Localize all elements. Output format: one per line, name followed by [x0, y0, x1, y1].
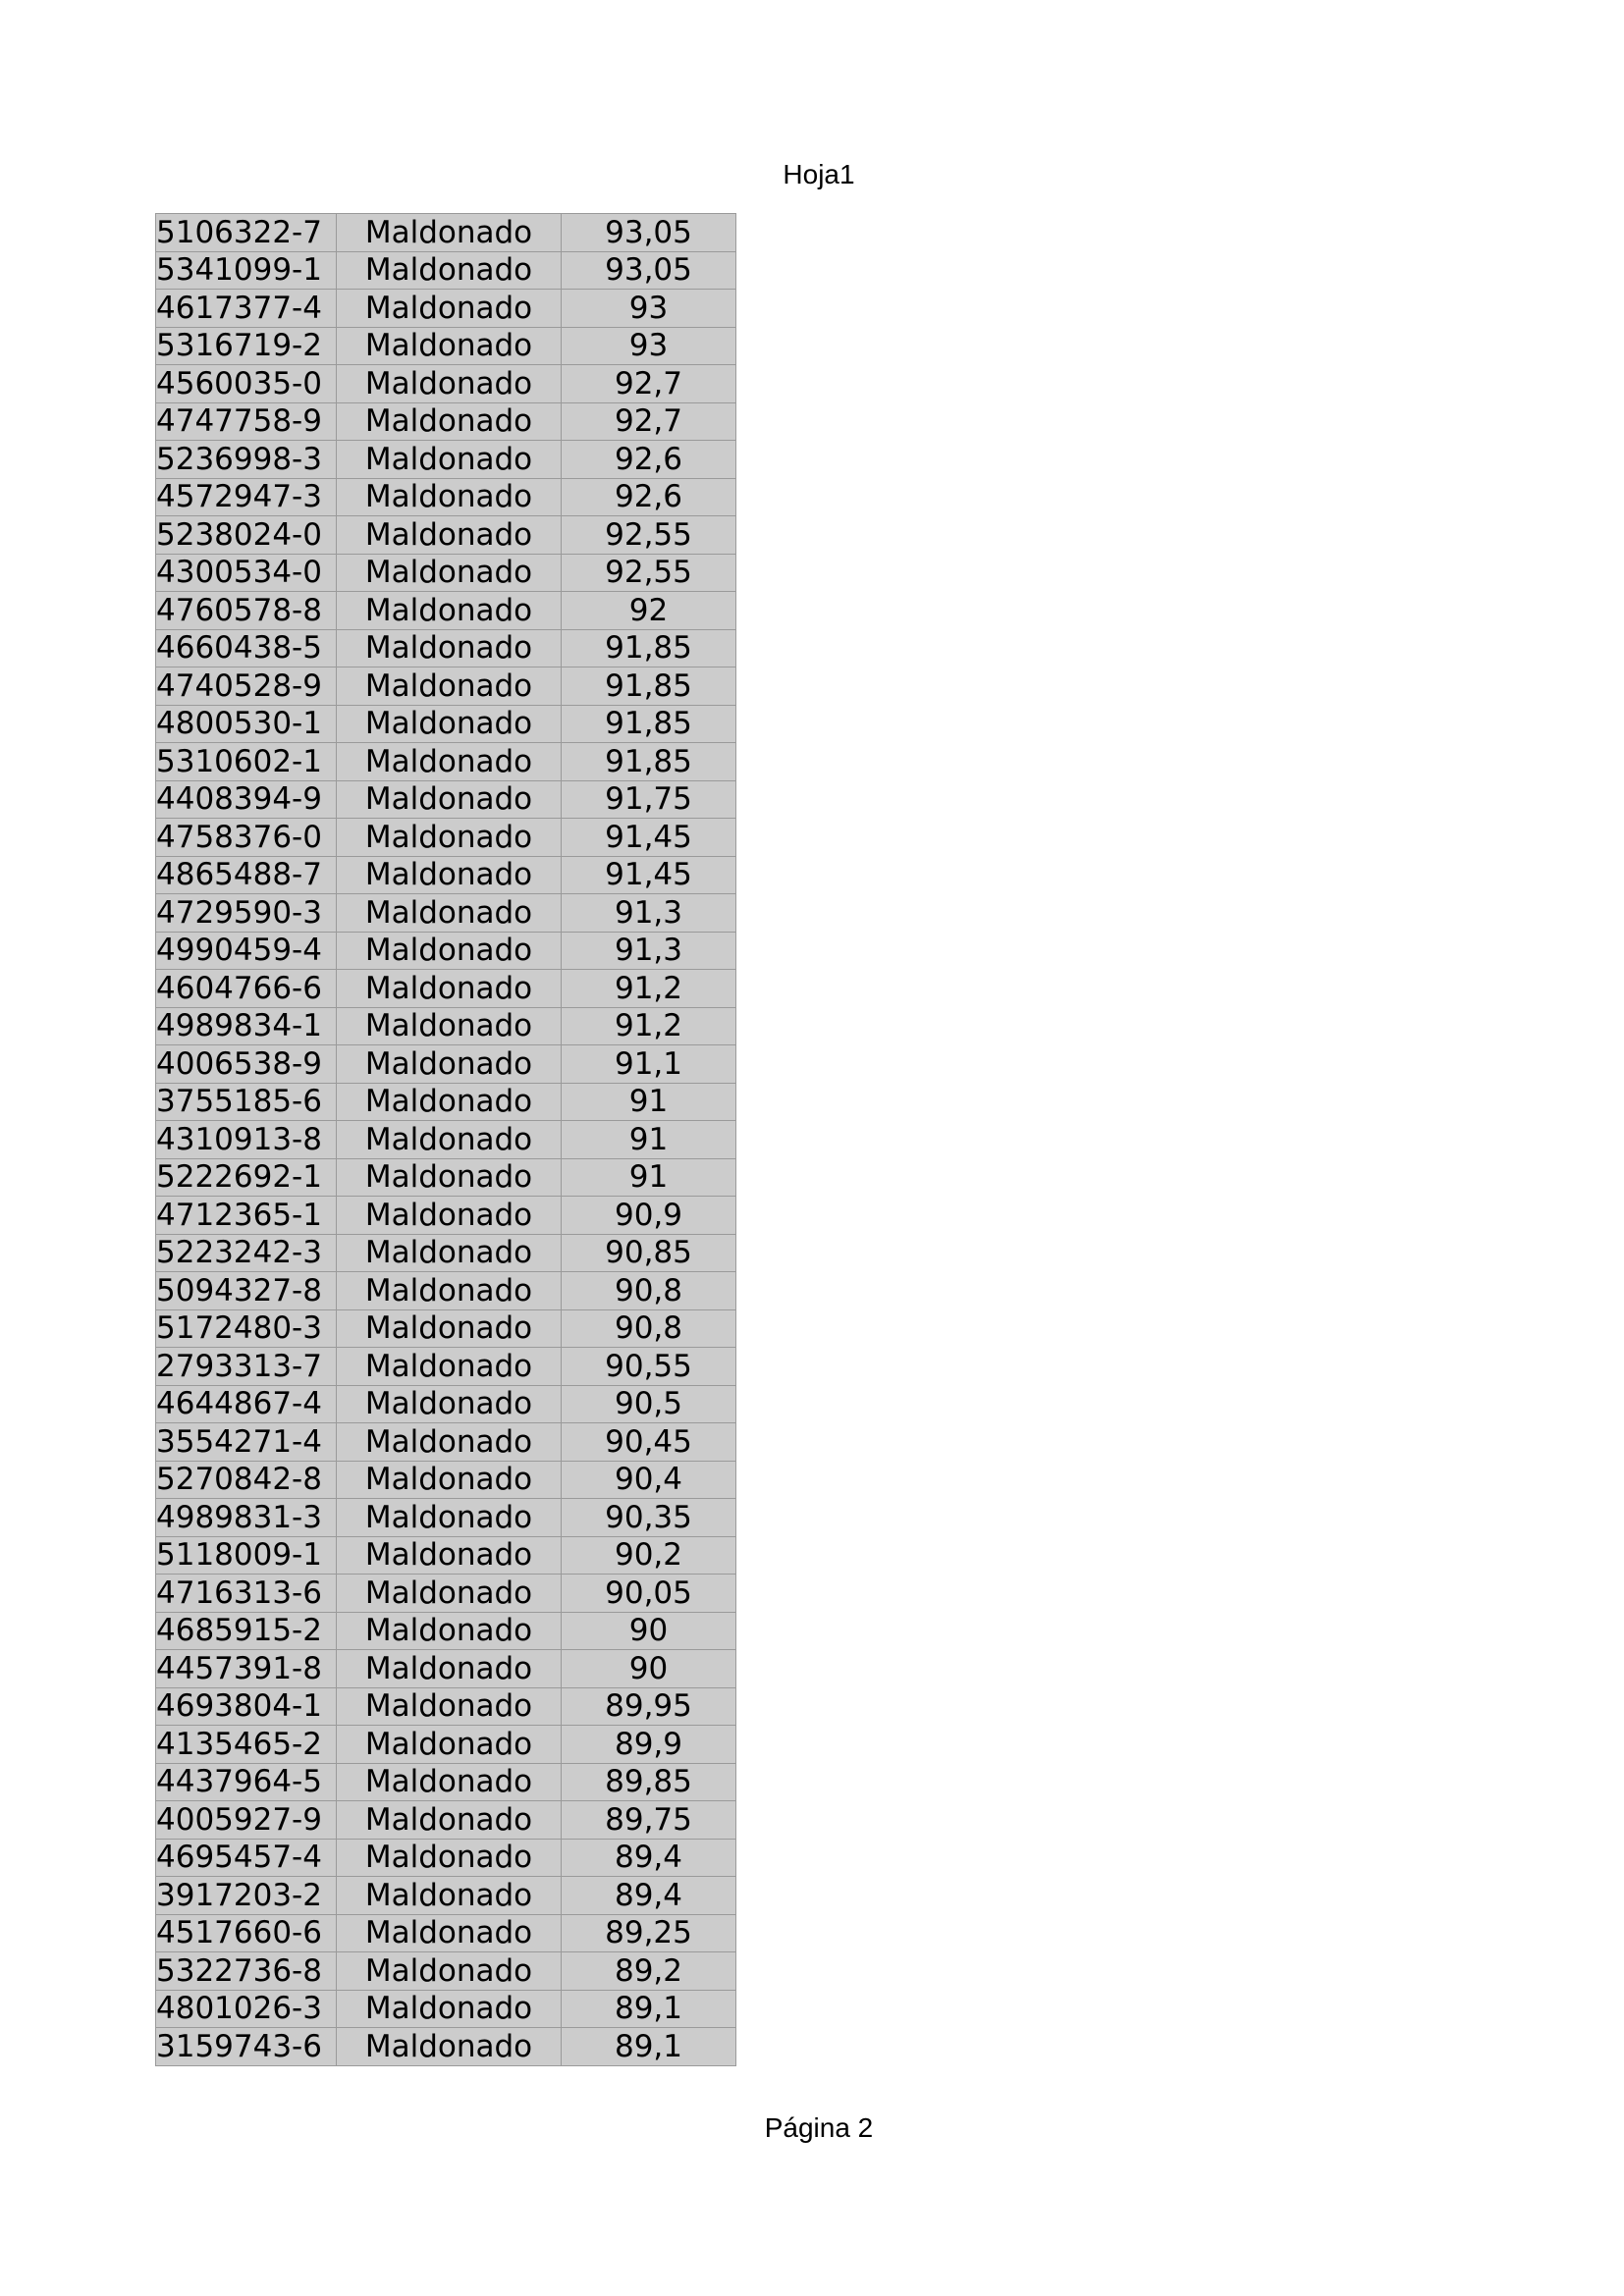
- cell-id: 4760578-8: [156, 592, 337, 630]
- cell-department: Maldonado: [337, 932, 562, 970]
- cell-department: Maldonado: [337, 667, 562, 706]
- cell-score: 92,7: [562, 365, 736, 403]
- cell-department: Maldonado: [337, 1158, 562, 1197]
- cell-id: 3755185-6: [156, 1083, 337, 1121]
- cell-id: 4617377-4: [156, 290, 337, 328]
- cell-department: Maldonado: [337, 1197, 562, 1235]
- table-row: [156, 1309, 736, 1348]
- cell-department: Maldonado: [337, 1309, 562, 1348]
- cell-score: 90,45: [562, 1423, 736, 1462]
- cell-score: 89,25: [562, 1914, 736, 1952]
- table-row: [156, 1348, 736, 1386]
- cell-id: 5310602-1: [156, 743, 337, 781]
- cell-department: Maldonado: [337, 2028, 562, 2066]
- cell-department: Maldonado: [337, 1045, 562, 1084]
- cell-score: 90,55: [562, 1348, 736, 1386]
- cell-score: 93,05: [562, 251, 736, 290]
- cell-id: 5238024-0: [156, 516, 337, 555]
- cell-score: 90,05: [562, 1575, 736, 1613]
- table-row: [156, 516, 736, 555]
- cell-id: 4989831-3: [156, 1499, 337, 1537]
- cell-department: Maldonado: [337, 1536, 562, 1575]
- cell-department: Maldonado: [337, 327, 562, 365]
- table-row: [156, 2028, 736, 2066]
- cell-id: 4740528-9: [156, 667, 337, 706]
- cell-id: 4644867-4: [156, 1385, 337, 1423]
- cell-department: Maldonado: [337, 251, 562, 290]
- cell-id: 3554271-4: [156, 1423, 337, 1462]
- cell-score: 90,2: [562, 1536, 736, 1575]
- cell-score: 92: [562, 592, 736, 630]
- cell-id: 4560035-0: [156, 365, 337, 403]
- cell-department: Maldonado: [337, 478, 562, 516]
- cell-score: 89,1: [562, 2028, 736, 2066]
- cell-id: 5341099-1: [156, 251, 337, 290]
- cell-id: 4800530-1: [156, 705, 337, 743]
- table-row: [156, 1801, 736, 1840]
- table-row: [156, 743, 736, 781]
- table-row: [156, 554, 736, 592]
- cell-score: 92,6: [562, 441, 736, 479]
- cell-id: 5172480-3: [156, 1309, 337, 1348]
- table-row: [156, 932, 736, 970]
- table-row: [156, 1423, 736, 1462]
- table-row: [156, 1385, 736, 1423]
- table-body: [156, 214, 736, 2066]
- table-row: [156, 1650, 736, 1688]
- cell-id: 5236998-3: [156, 441, 337, 479]
- cell-department: Maldonado: [337, 1687, 562, 1726]
- table-row: [156, 402, 736, 441]
- table-row: [156, 365, 736, 403]
- cell-score: 89,85: [562, 1763, 736, 1801]
- cell-id: 4693804-1: [156, 1687, 337, 1726]
- page-footer: Página 2: [764, 2112, 874, 2143]
- cell-score: 90,8: [562, 1309, 736, 1348]
- cell-score: 91,2: [562, 970, 736, 1008]
- cell-id: 4758376-0: [156, 819, 337, 857]
- cell-id: 4300534-0: [156, 554, 337, 592]
- cell-score: 91,2: [562, 1007, 736, 1045]
- cell-department: Maldonado: [337, 1083, 562, 1121]
- table-row: [156, 290, 736, 328]
- cell-score: 90,8: [562, 1272, 736, 1310]
- cell-department: Maldonado: [337, 365, 562, 403]
- cell-id: 4437964-5: [156, 1763, 337, 1801]
- table-row: [156, 1045, 736, 1084]
- cell-id: 4989834-1: [156, 1007, 337, 1045]
- cell-score: 90: [562, 1612, 736, 1650]
- cell-score: 89,1: [562, 1990, 736, 2028]
- table-row: [156, 1763, 736, 1801]
- cell-id: 5106322-7: [156, 214, 337, 252]
- table-row: [156, 667, 736, 706]
- cell-department: Maldonado: [337, 1423, 562, 1462]
- cell-department: Maldonado: [337, 1914, 562, 1952]
- cell-score: 91,85: [562, 743, 736, 781]
- cell-score: 91,75: [562, 780, 736, 819]
- table-row: [156, 780, 736, 819]
- cell-score: 89,4: [562, 1877, 736, 1915]
- cell-department: Maldonado: [337, 856, 562, 894]
- cell-score: 91,3: [562, 894, 736, 933]
- table-row: [156, 214, 736, 252]
- data-table: [155, 213, 736, 2066]
- table-row: [156, 251, 736, 290]
- cell-department: Maldonado: [337, 1801, 562, 1840]
- cell-department: Maldonado: [337, 970, 562, 1008]
- table-row: [156, 1499, 736, 1537]
- cell-score: 90: [562, 1650, 736, 1688]
- cell-id: 4408394-9: [156, 780, 337, 819]
- cell-department: Maldonado: [337, 819, 562, 857]
- cell-id: 4310913-8: [156, 1121, 337, 1159]
- table-row: [156, 1007, 736, 1045]
- table-row: [156, 1726, 736, 1764]
- cell-score: 93: [562, 327, 736, 365]
- table-row: [156, 894, 736, 933]
- cell-department: Maldonado: [337, 1575, 562, 1613]
- cell-department: Maldonado: [337, 1763, 562, 1801]
- table-row: [156, 705, 736, 743]
- cell-department: Maldonado: [337, 1726, 562, 1764]
- cell-score: 91,85: [562, 629, 736, 667]
- table-row: [156, 1612, 736, 1650]
- cell-score: 93,05: [562, 214, 736, 252]
- table-row: [156, 1877, 736, 1915]
- cell-score: 90,4: [562, 1461, 736, 1499]
- cell-id: 4990459-4: [156, 932, 337, 970]
- cell-department: Maldonado: [337, 780, 562, 819]
- table-row: [156, 478, 736, 516]
- cell-department: Maldonado: [337, 1839, 562, 1877]
- cell-id: 5322736-8: [156, 1952, 337, 1991]
- cell-score: 89,95: [562, 1687, 736, 1726]
- cell-id: 4695457-4: [156, 1839, 337, 1877]
- table-row: [156, 441, 736, 479]
- cell-id: 3917203-2: [156, 1877, 337, 1915]
- cell-id: 4685915-2: [156, 1612, 337, 1650]
- cell-score: 90,9: [562, 1197, 736, 1235]
- cell-department: Maldonado: [337, 1650, 562, 1688]
- table-row: [156, 1990, 736, 2028]
- cell-score: 91,1: [562, 1045, 736, 1084]
- cell-score: 91,85: [562, 705, 736, 743]
- cell-score: 92,7: [562, 402, 736, 441]
- table-row: [156, 1272, 736, 1310]
- cell-id: 4712365-1: [156, 1197, 337, 1235]
- table-row: [156, 856, 736, 894]
- cell-score: 91,3: [562, 932, 736, 970]
- table-row: [156, 1083, 736, 1121]
- table-row: [156, 1158, 736, 1197]
- cell-id: 4572947-3: [156, 478, 337, 516]
- cell-id: 4865488-7: [156, 856, 337, 894]
- cell-department: Maldonado: [337, 1234, 562, 1272]
- cell-department: Maldonado: [337, 516, 562, 555]
- table-row: [156, 629, 736, 667]
- cell-id: 4660438-5: [156, 629, 337, 667]
- cell-score: 89,75: [562, 1801, 736, 1840]
- cell-score: 93: [562, 290, 736, 328]
- cell-score: 90,5: [562, 1385, 736, 1423]
- cell-department: Maldonado: [337, 1990, 562, 2028]
- cell-score: 92,6: [562, 478, 736, 516]
- table-row: [156, 819, 736, 857]
- cell-department: Maldonado: [337, 1952, 562, 1991]
- cell-score: 89,4: [562, 1839, 736, 1877]
- cell-department: Maldonado: [337, 1121, 562, 1159]
- cell-id: 4005927-9: [156, 1801, 337, 1840]
- cell-department: Maldonado: [337, 743, 562, 781]
- table-row: [156, 1575, 736, 1613]
- cell-department: Maldonado: [337, 1877, 562, 1915]
- cell-id: 4006538-9: [156, 1045, 337, 1084]
- table-row: [156, 1197, 736, 1235]
- cell-score: 91,45: [562, 819, 736, 857]
- cell-score: 90,35: [562, 1499, 736, 1537]
- cell-id: 5316719-2: [156, 327, 337, 365]
- cell-score: 91: [562, 1121, 736, 1159]
- cell-department: Maldonado: [337, 1499, 562, 1537]
- cell-department: Maldonado: [337, 1272, 562, 1310]
- table-row: [156, 1687, 736, 1726]
- cell-id: 4747758-9: [156, 402, 337, 441]
- cell-department: Maldonado: [337, 705, 562, 743]
- cell-id: 4517660-6: [156, 1914, 337, 1952]
- table-row: [156, 970, 736, 1008]
- cell-department: Maldonado: [337, 290, 562, 328]
- cell-department: Maldonado: [337, 894, 562, 933]
- cell-id: 5223242-3: [156, 1234, 337, 1272]
- cell-department: Maldonado: [337, 402, 562, 441]
- cell-score: 89,9: [562, 1726, 736, 1764]
- cell-id: 4729590-3: [156, 894, 337, 933]
- cell-department: Maldonado: [337, 1348, 562, 1386]
- table-row: [156, 592, 736, 630]
- cell-score: 91,85: [562, 667, 736, 706]
- table-row: [156, 1461, 736, 1499]
- cell-department: Maldonado: [337, 441, 562, 479]
- cell-id: 4604766-6: [156, 970, 337, 1008]
- cell-id: 4716313-6: [156, 1575, 337, 1613]
- cell-id: 4457391-8: [156, 1650, 337, 1688]
- cell-department: Maldonado: [337, 1385, 562, 1423]
- page-header: Hoja1: [783, 159, 855, 189]
- cell-id: 4135465-2: [156, 1726, 337, 1764]
- cell-score: 90,85: [562, 1234, 736, 1272]
- cell-score: 92,55: [562, 554, 736, 592]
- cell-department: Maldonado: [337, 1461, 562, 1499]
- table-row: [156, 1536, 736, 1575]
- cell-department: Maldonado: [337, 554, 562, 592]
- table-row: [156, 1234, 736, 1272]
- cell-id: 5094327-8: [156, 1272, 337, 1310]
- cell-id: 5118009-1: [156, 1536, 337, 1575]
- cell-id: 4801026-3: [156, 1990, 337, 2028]
- cell-score: 91: [562, 1158, 736, 1197]
- table-row: [156, 1914, 736, 1952]
- cell-department: Maldonado: [337, 629, 562, 667]
- cell-score: 91: [562, 1083, 736, 1121]
- cell-id: 5270842-8: [156, 1461, 337, 1499]
- cell-department: Maldonado: [337, 1007, 562, 1045]
- cell-score: 92,55: [562, 516, 736, 555]
- cell-department: Maldonado: [337, 1612, 562, 1650]
- table-row: [156, 1952, 736, 1991]
- cell-id: 5222692-1: [156, 1158, 337, 1197]
- table-row: [156, 1121, 736, 1159]
- cell-department: Maldonado: [337, 214, 562, 252]
- table-row: [156, 327, 736, 365]
- cell-department: Maldonado: [337, 592, 562, 630]
- cell-score: 91,45: [562, 856, 736, 894]
- cell-id: 3159743-6: [156, 2028, 337, 2066]
- cell-score: 89,2: [562, 1952, 736, 1991]
- table-row: [156, 1839, 736, 1877]
- cell-id: 2793313-7: [156, 1348, 337, 1386]
